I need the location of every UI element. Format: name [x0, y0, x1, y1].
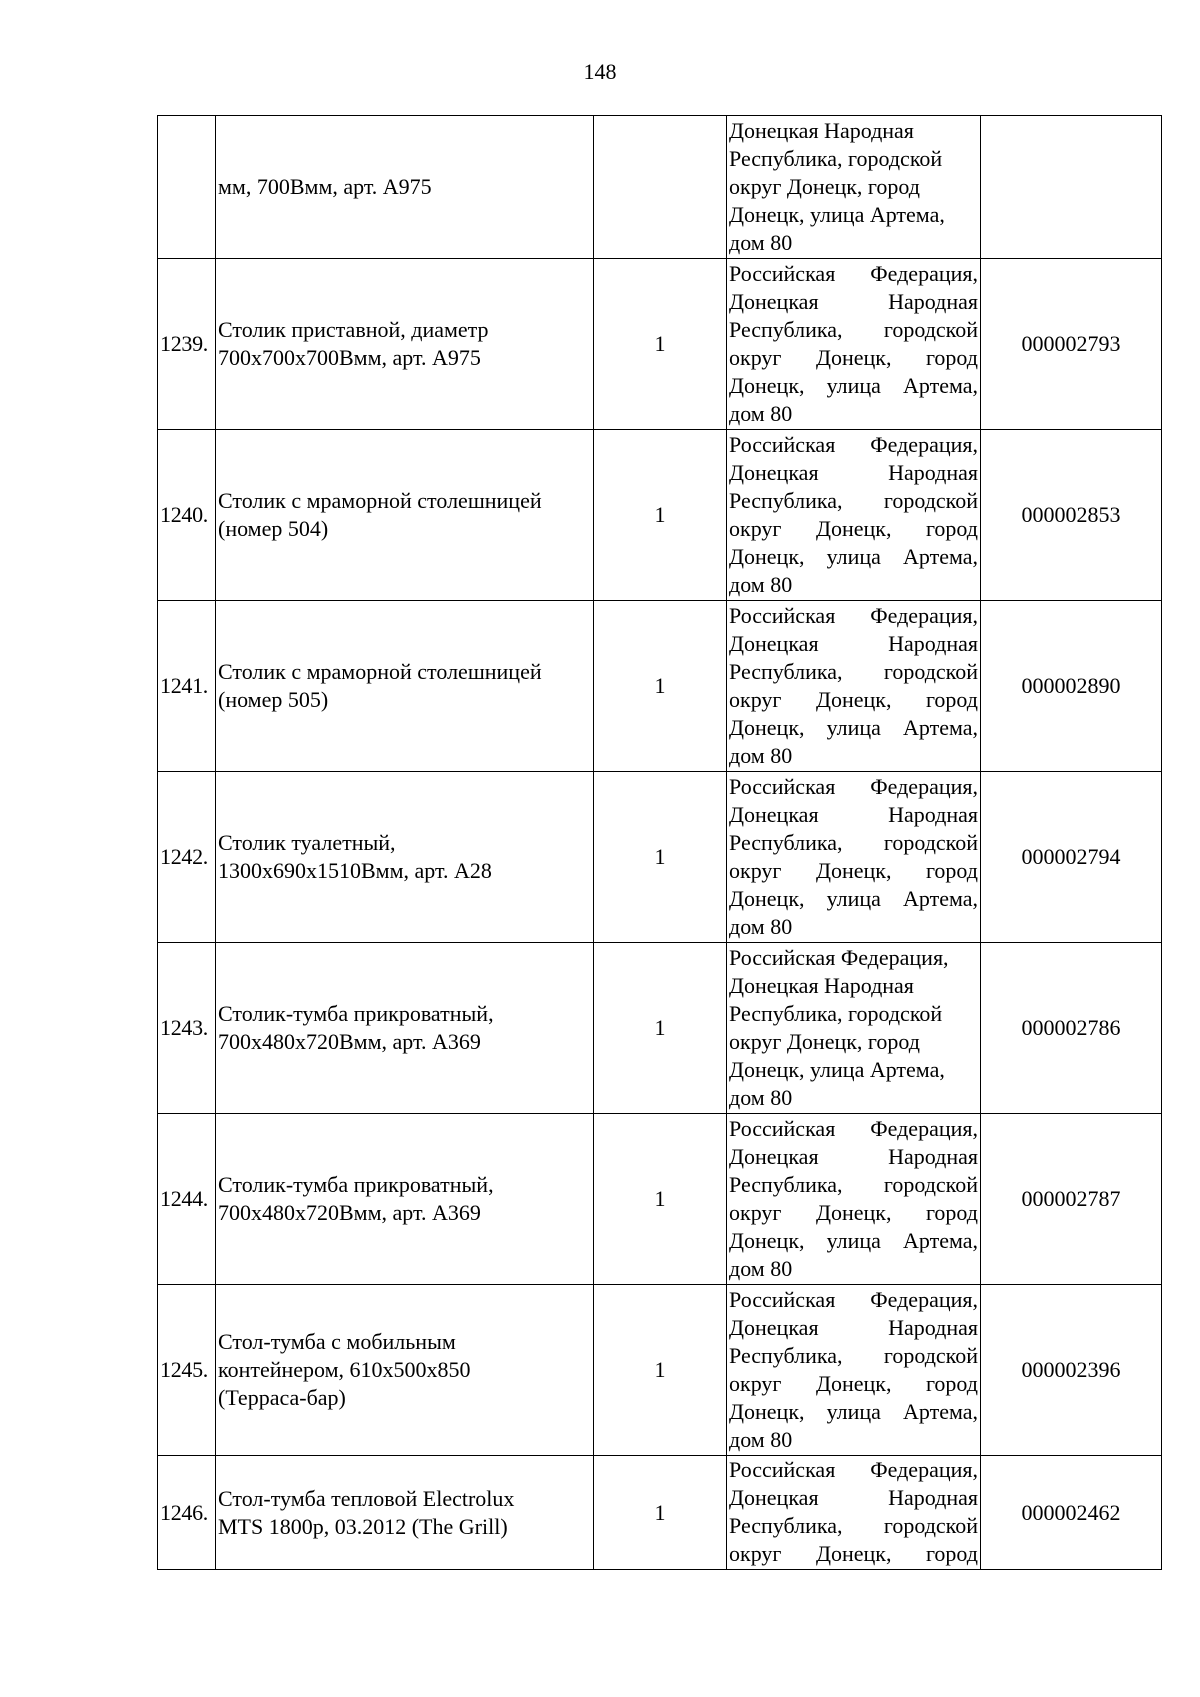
address-line: Республика, городской: [729, 1001, 943, 1026]
row-number: [158, 116, 216, 259]
address-line: округ Донецк, город: [729, 174, 920, 199]
item-quantity: [594, 116, 727, 259]
item-name: [216, 430, 594, 601]
address-block: [729, 117, 978, 257]
address-line: Донецк, улица Артема,: [729, 1399, 978, 1424]
item-name: [216, 116, 594, 259]
inventory-number: 000002786: [981, 943, 1162, 1114]
address-line: Донецк, улица Артема,: [729, 886, 978, 911]
address-block: [729, 602, 978, 770]
table-row: [158, 1456, 1162, 1570]
address-line: Донецк, улица Артема,: [729, 202, 945, 227]
item-address: [727, 430, 981, 601]
inventory-number: 000002853: [981, 430, 1162, 601]
row-number: 1243.: [158, 943, 216, 1114]
row-number: 1245.: [158, 1285, 216, 1456]
item-name-line: (Терраса-бар): [218, 1385, 346, 1410]
item-quantity: 1: [594, 430, 727, 601]
address-line: округ Донецк, город: [729, 687, 978, 712]
table-row: [158, 1114, 1162, 1285]
address-line: дом 80: [729, 572, 793, 597]
item-address: [727, 1114, 981, 1285]
address-line: дом 80: [729, 914, 793, 939]
item-name: [216, 601, 594, 772]
inventory-number: 000002794: [981, 772, 1162, 943]
address-line: Российская Федерация,: [729, 945, 949, 970]
address-line: Донецк, улица Артема,: [729, 373, 978, 398]
address-block: [729, 944, 978, 1112]
address-line: Донецк, улица Артема,: [729, 1228, 978, 1253]
item-address: [727, 1285, 981, 1456]
row-number: 1246.: [158, 1456, 216, 1570]
inventory-number: [981, 116, 1162, 259]
item-address: [727, 259, 981, 430]
address-line: Донецк, улица Артема,: [729, 544, 978, 569]
address-block: [729, 1456, 978, 1569]
address-line: округ Донецк, город: [729, 1200, 978, 1225]
item-address: [727, 116, 981, 259]
item-name-line: 700х700х700Вмм, арт. А975: [218, 345, 481, 370]
inventory-number: 000002462: [981, 1456, 1162, 1570]
address-block: [729, 1115, 978, 1283]
address-line: Донецк, улица Артема,: [729, 1057, 945, 1082]
item-name-line: 1300х690х1510Вмм, арт. А28: [218, 858, 492, 883]
item-address: [727, 772, 981, 943]
row-number: 1244.: [158, 1114, 216, 1285]
address-line: Российская Федерация,: [729, 1287, 978, 1312]
address-line: округ Донецк, город: [729, 345, 978, 370]
address-block: [729, 260, 978, 428]
item-name: [216, 943, 594, 1114]
inventory-table-body: [158, 116, 1162, 1570]
table-row: [158, 601, 1162, 772]
address-line: дом 80: [729, 1085, 793, 1110]
address-line: Донецкая Народная: [729, 460, 978, 485]
item-name-line: (номер 505): [218, 687, 329, 712]
address-line: дом 80: [729, 401, 793, 426]
table-row: [158, 259, 1162, 430]
address-line: Республика, городской: [729, 659, 978, 684]
item-name-line: 700х480х720Вмм, арт. А369: [218, 1029, 481, 1054]
item-name-line: Столик приставной, диаметр: [218, 317, 489, 342]
item-name-line: контейнером, 610х500х850: [218, 1357, 471, 1382]
item-address: [727, 1456, 981, 1570]
address-line: Донецкая Народная: [729, 1485, 978, 1510]
item-name-line: Столик с мраморной столешницей: [218, 488, 542, 513]
address-line: Донецкая Народная: [729, 289, 978, 314]
item-name-line: Стол-тумба с мобильным: [218, 1329, 456, 1354]
address-line: округ Донецк, город: [729, 1029, 920, 1054]
item-name-line: 700х480х720Вмм, арт. А369: [218, 1200, 481, 1225]
address-line: дом 80: [729, 1427, 793, 1452]
address-line: Республика, городской: [729, 830, 978, 855]
item-name: [216, 1114, 594, 1285]
address-block: [729, 1286, 978, 1454]
item-name-line: Столик с мраморной столешницей: [218, 659, 542, 684]
address-line: Российская Федерация,: [729, 1116, 978, 1141]
address-line: Донецк, улица Артема,: [729, 715, 978, 740]
address-line: Российская Федерация,: [729, 261, 978, 286]
address-line: Российская Федерация,: [729, 603, 978, 628]
row-number: 1239.: [158, 259, 216, 430]
address-line: Донецкая Народная: [729, 1315, 978, 1340]
address-line: округ Донецк, город: [729, 516, 978, 541]
address-line: Российская Федерация,: [729, 774, 978, 799]
address-line: Донецкая Народная: [729, 631, 978, 656]
table-row: [158, 943, 1162, 1114]
item-name: [216, 1456, 594, 1570]
table-row: [158, 116, 1162, 259]
item-quantity: 1: [594, 772, 727, 943]
row-number: 1242.: [158, 772, 216, 943]
address-block: [729, 773, 978, 941]
address-line: дом 80: [729, 743, 793, 768]
inventory-number: 000002890: [981, 601, 1162, 772]
item-address: [727, 943, 981, 1114]
item-name-line: Столик-тумба прикроватный,: [218, 1172, 494, 1197]
item-quantity: 1: [594, 1114, 727, 1285]
address-line: Донецкая Народная: [729, 973, 914, 998]
item-name-line: (номер 504): [218, 516, 329, 541]
page-number: 148: [583, 59, 617, 84]
address-line: округ Донецк, город: [729, 1371, 978, 1396]
item-name-line: Столик туалетный,: [218, 830, 396, 855]
address-line: Донецкая Народная: [729, 118, 914, 143]
address-line: Донецкая Народная: [729, 802, 978, 827]
address-line: Республика, городской: [729, 1172, 978, 1197]
address-line: Республика, городской: [729, 1343, 978, 1368]
item-quantity: 1: [594, 1456, 727, 1570]
address-line: дом 80: [729, 1256, 793, 1281]
item-name-line: MTS 1800р, 03.2012 (The Grill): [218, 1513, 508, 1539]
item-quantity: 1: [594, 943, 727, 1114]
inventory-number: 000002787: [981, 1114, 1162, 1285]
row-number: 1241.: [158, 601, 216, 772]
address-line: Республика, городской: [729, 146, 943, 171]
item-name: [216, 772, 594, 943]
address-line: Российская Федерация,: [729, 1457, 978, 1482]
row-number: 1240.: [158, 430, 216, 601]
address-block: [729, 431, 978, 599]
item-name-line: Столик-тумба прикроватный,: [218, 1001, 494, 1026]
inventory-number: 000002396: [981, 1285, 1162, 1456]
address-line: дом 80: [729, 230, 793, 255]
table-row: [158, 430, 1162, 601]
table-row: [158, 772, 1162, 943]
inventory-number: 000002793: [981, 259, 1162, 430]
address-line: округ Донецк, город: [729, 1541, 978, 1566]
table-row: [158, 1285, 1162, 1456]
address-line: Донецкая Народная: [729, 1144, 978, 1169]
item-name: [216, 1285, 594, 1456]
address-line: Российская Федерация,: [729, 432, 978, 457]
item-name-line: Стол-тумба тепловой Electrolux: [218, 1485, 515, 1511]
item-address: [727, 601, 981, 772]
item-quantity: 1: [594, 259, 727, 430]
address-line: Республика, городской: [729, 317, 978, 342]
address-line: Республика, городской: [729, 1513, 978, 1538]
inventory-table: [157, 115, 1162, 1570]
address-line: Республика, городской: [729, 488, 978, 513]
item-name-line: мм, 700Вмм, арт. А975: [218, 174, 432, 199]
item-name: [216, 259, 594, 430]
item-quantity: 1: [594, 601, 727, 772]
address-line: округ Донецк, город: [729, 858, 978, 883]
item-quantity: 1: [594, 1285, 727, 1456]
